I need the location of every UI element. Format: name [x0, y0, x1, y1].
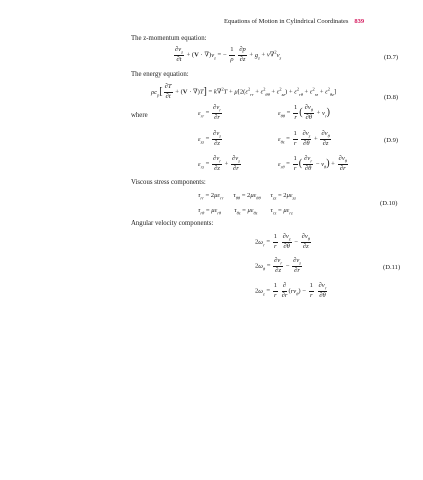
- stress-row-1: $\tau_{rr} = 2\mu\varepsilon_{rr}$ $\tau_{\theta\theta} = 2\mu\varepsilon_{\theta\theta}$ $\tau_{zz} = 2\mu\varepsilon_{zz}$: [198, 192, 296, 201]
- energy-label: The energy equation:: [131, 71, 189, 78]
- omega-z: $2\omega_z$ = $\frac{1}{r}$ $\frac{\partial}{\partial r}$ $(rv_\theta)$ − $\frac{1}{r}$ $\frac{\partial v_r}{\partial\theta}$: [255, 282, 327, 299]
- equation-d7: $\frac{\partial v_z}{\partial t}$ + $(V \cdot \nabla)v_z$ = − $\frac{1}{\rho}$ $\frac{\partial p}{\partial z}$ + $g_z + \nu\nabla^2v_z$: [175, 46, 282, 63]
- eq-number-d9: (D.9): [384, 137, 399, 144]
- header-title: Equations of Motion in Cylindrical Coordinates: [224, 18, 349, 25]
- omega-r: $2\omega_r$ = $\frac{1}{r}$ $\frac{\partial v_z}{\partial\theta}$ − $\frac{\partial v_\theta}{\partial z}$: [255, 233, 310, 250]
- viscous-stress-label: Viscous stress components:: [131, 179, 206, 186]
- eq-number-d8: (D.8): [384, 94, 399, 101]
- page-number: 839: [354, 18, 365, 25]
- stress-row-2: $\tau_{r\theta} = \mu\varepsilon_{r\theta}$ $\tau_{\theta z} = \mu\varepsilon_{\theta z}$ $\tau_{rz} = \mu\varepsilon_{rz}$: [198, 207, 293, 216]
- angular-velocity-label: Angular velocity components:: [131, 220, 214, 227]
- strain-rz: $\varepsilon_{rz}$ = $\frac{\partial v_r}{\partial z}$ + $\frac{\partial v_z}{\partial r}$: [198, 155, 240, 172]
- eq-number-d10: (D.10): [380, 200, 398, 207]
- strain-zz: $\varepsilon_{zz}$ = $\frac{\partial v_z}{\partial z}$: [198, 130, 221, 147]
- equation-d8: $\rho c_p$[ $\frac{\partial T}{\partial t}$ + $(V \cdot \nabla)T] = k\nabla^2T + \mu[2(\varepsilon^2_{rr} + \varepsilon^2_{\theta\theta} + \varepsilon^2_{zz}) + \varepsilon^2_{r\theta} + \varepsilon^2_{rz} + \varepsilon^2_{\theta z}]$: [151, 83, 337, 100]
- strain-rr: $\varepsilon_{rr}$ = $\frac{\partial v_r}{\partial r}$: [198, 104, 221, 121]
- where-label: where: [131, 112, 148, 119]
- strain-thetaz: $\varepsilon_{\theta z}$ = $\frac{1}{r}$ $\frac{\partial v_z}{\partial\theta}$ + $\frac{\partial v_\theta}{\partial z}$: [278, 130, 330, 147]
- strain-thetatheta: $\varepsilon_{\theta\theta}$ = $\frac{1}{r}$ ( $\frac{\partial v_\theta}{\partial\theta}$ + $v_r$): [278, 104, 330, 121]
- z-momentum-label: The z-momentum equation:: [131, 35, 207, 42]
- omega-theta: $2\omega_\theta$ = $\frac{\partial v_r}{\partial z}$ − $\frac{\partial v_z}{\partial r}$: [255, 257, 301, 274]
- eq-number-d7: (D.7): [384, 54, 399, 61]
- eq-number-d11: (D.11): [383, 264, 401, 271]
- page-header: [224, 19, 364, 26]
- strain-rtheta: $\varepsilon_{r\theta}$ = $\frac{1}{r}$ ( $\frac{\partial v_r}{\partial\theta}$ − $v_\theta$) + $\frac{\partial v_\theta}{\partial r}$: [278, 155, 347, 172]
